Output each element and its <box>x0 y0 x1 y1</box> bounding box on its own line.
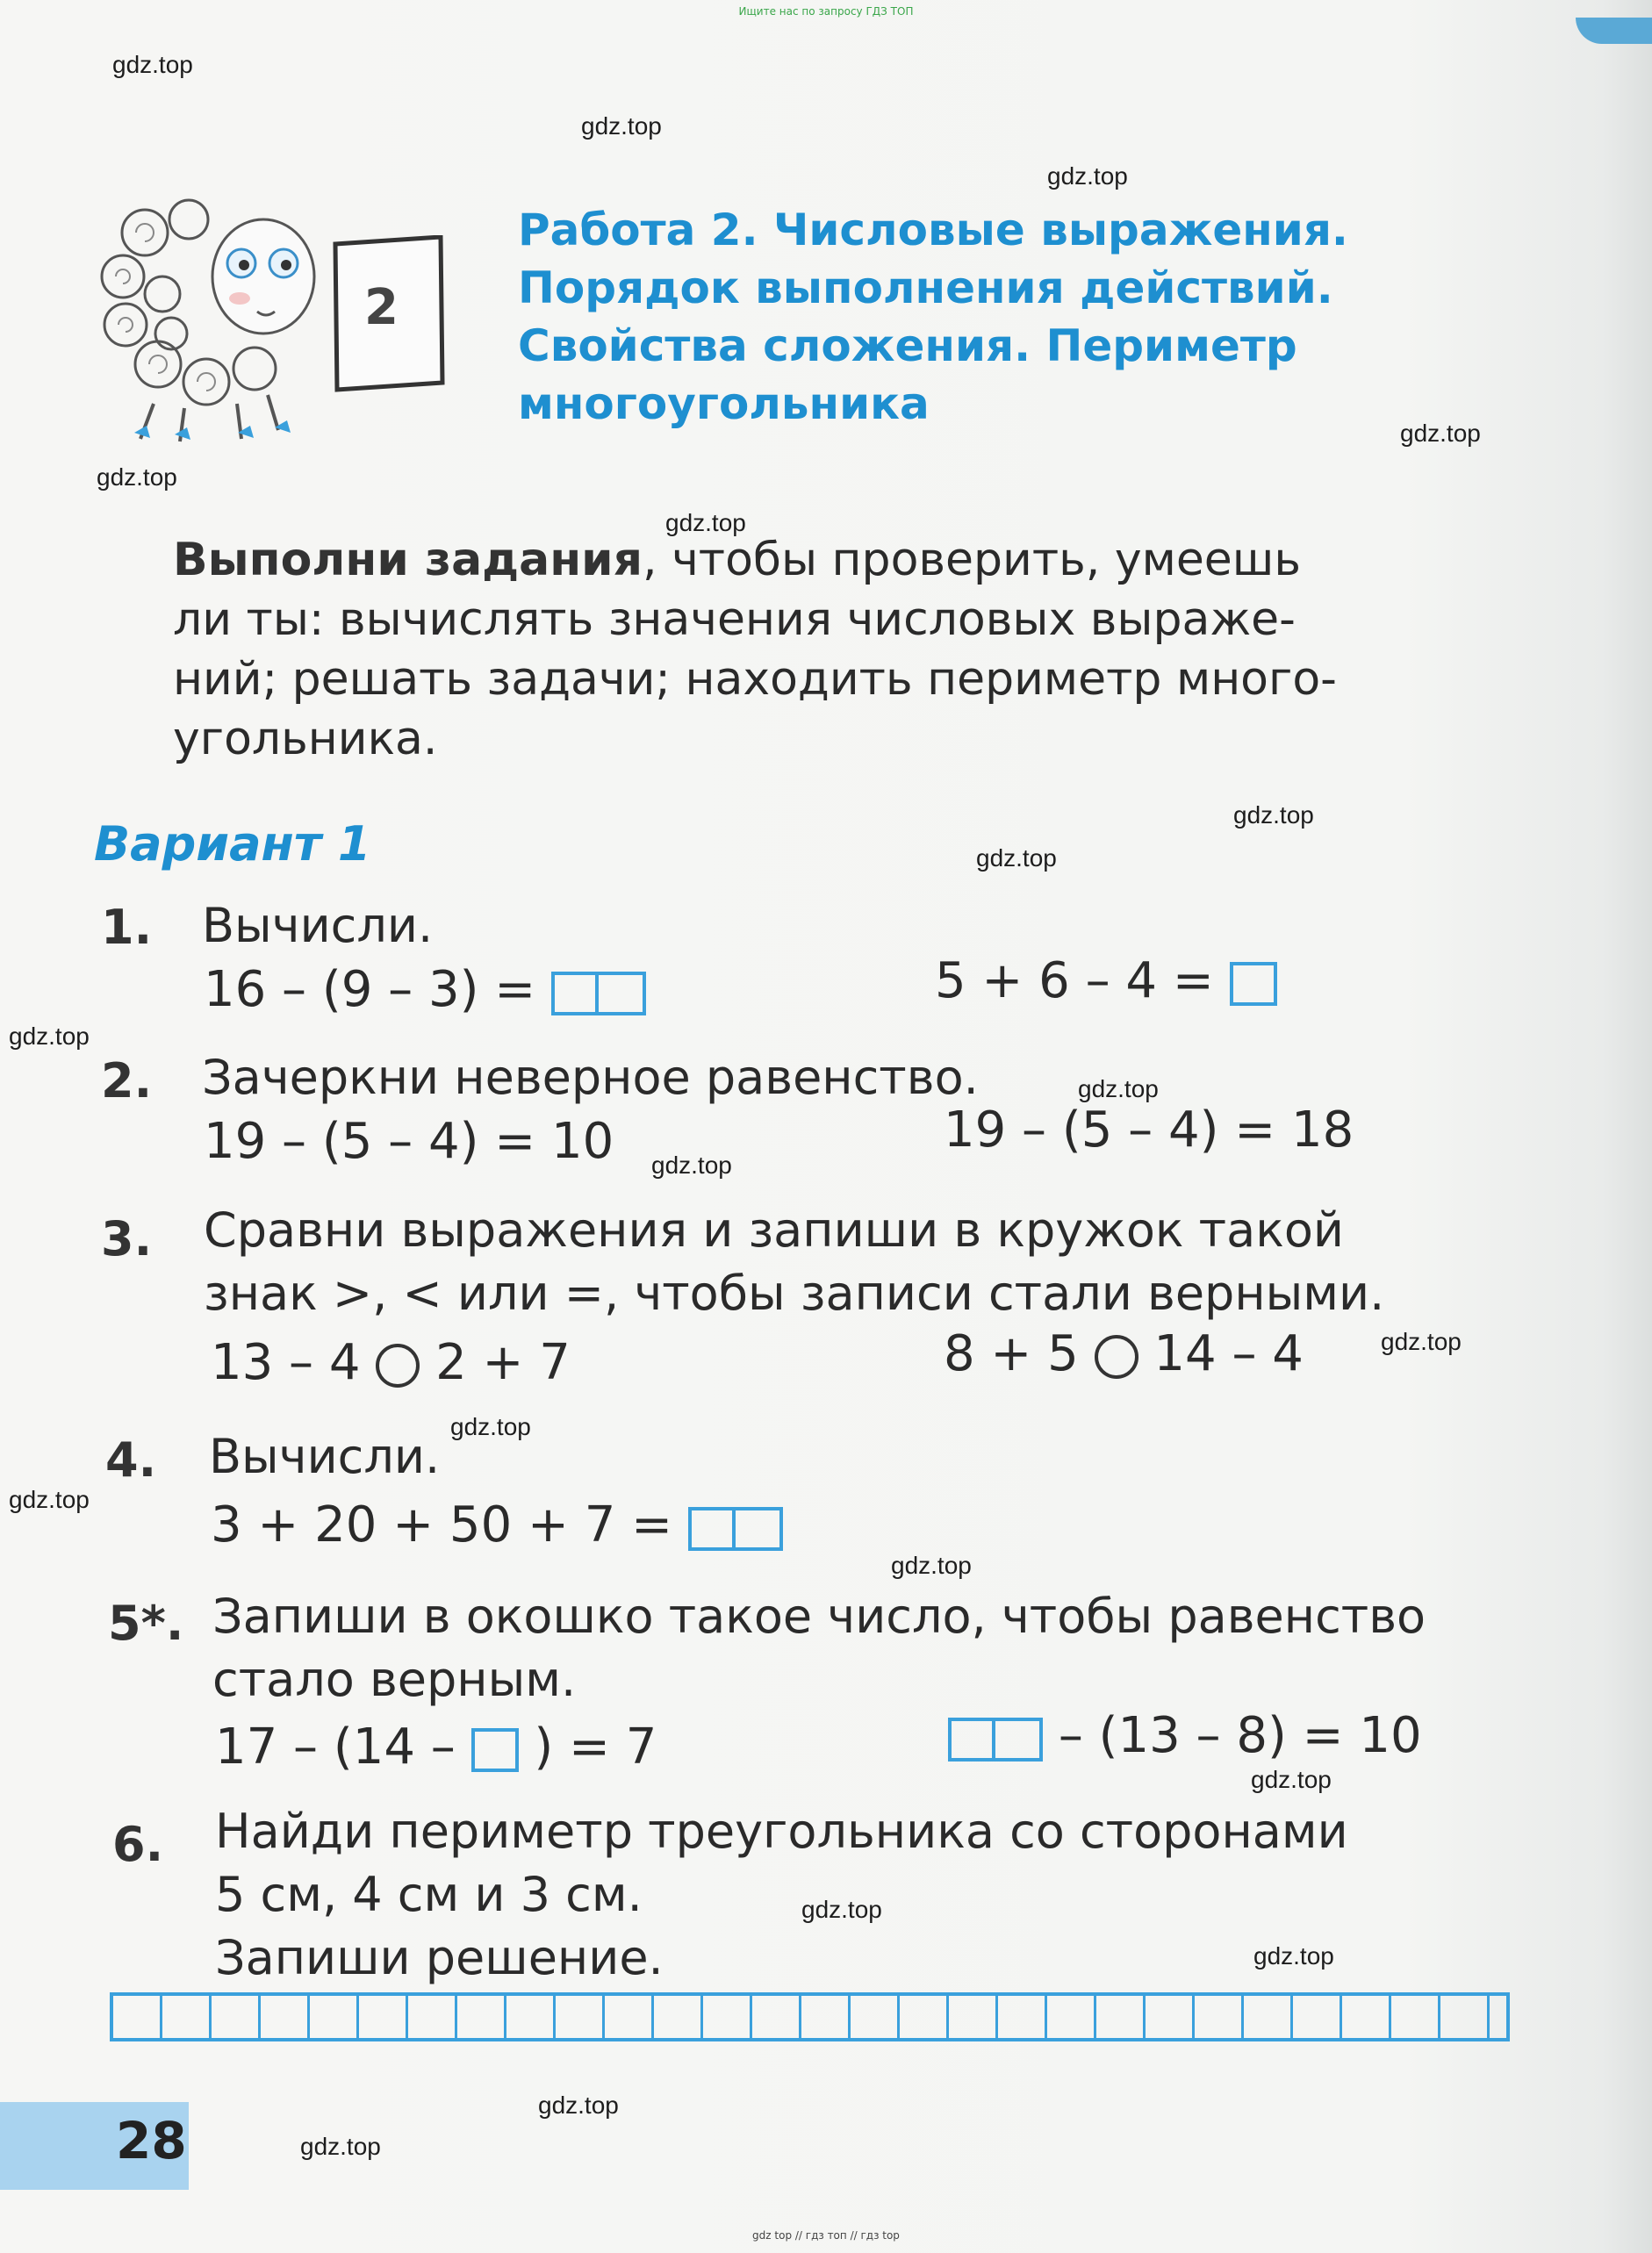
task-3-number: 3. <box>101 1211 153 1266</box>
sheep-mascot-illustration <box>83 180 347 443</box>
task-1-expr-left <box>204 961 646 1018</box>
task-3-right-expr-b: 14 – 4 <box>1153 1325 1304 1382</box>
watermark: gdz.top <box>1400 420 1481 447</box>
watermark: gdz.top <box>450 1413 531 1440</box>
page-number: 28 <box>116 2111 187 2170</box>
bottom-banner: gdz top // гдз топ // гдз top <box>752 2229 900 2242</box>
watermark: gdz.top <box>1047 162 1128 190</box>
task-5-left-expr-b: ) = 7 <box>534 1718 657 1776</box>
work-title-line-1: Работа 2. Числовые выражения. <box>518 204 1348 255</box>
watermark: gdz.top <box>9 1022 90 1050</box>
watermark: gdz.top <box>801 1896 882 1923</box>
task-5-equation-right <box>948 1707 1422 1764</box>
intro-bold-lead: Выполни задания <box>173 534 643 586</box>
variant-heading: Вариант 1 <box>94 816 371 872</box>
task-4-number: 4. <box>105 1432 157 1488</box>
watermark: gdz.top <box>1381 1328 1462 1355</box>
task-6-text-line-3: Запиши решение. <box>215 1930 664 1985</box>
intro-line-1-rest: , чтобы проверить, умеешь <box>643 534 1302 586</box>
watermark: gdz.top <box>1253 1942 1334 1970</box>
intro-line-3: ний; решать задачи; находить периметр много- <box>173 653 1337 706</box>
task-1-text: Вычисли. <box>202 898 434 953</box>
task-4-text: Вычисли. <box>209 1429 441 1484</box>
task-2-number: 2. <box>101 1053 153 1109</box>
task-1-expr-right-text: 5 + 6 – 4 = <box>935 952 1214 1009</box>
work-title-line-4: многоугольника <box>518 378 930 429</box>
answer-box-two-digit[interactable] <box>948 1717 1043 1761</box>
task-3-left-expr-b: 2 + 7 <box>435 1334 571 1391</box>
answer-box-one-digit[interactable] <box>1230 962 1277 1006</box>
task-5-equation-left <box>215 1718 657 1776</box>
watermark: gdz.top <box>665 509 746 536</box>
task-1-number: 1. <box>101 900 153 955</box>
task-4-expr-text: 3 + 20 + 50 + 7 = <box>211 1496 673 1553</box>
task-5-text-line-2: стало верным. <box>212 1652 577 1707</box>
watermark: gdz.top <box>1078 1075 1159 1102</box>
watermark: gdz.top <box>581 112 662 140</box>
page-edge-decoration <box>1576 18 1652 44</box>
task-3-text-line-1: Сравни выражения и запиши в кружок такой <box>204 1202 1344 1258</box>
task-5-number: 5*. <box>108 1596 184 1651</box>
task-2-text: Зачеркни неверное равенство. <box>202 1050 979 1105</box>
intro-line-2: ли ты: вычислять значения числовых выраже- <box>173 593 1296 646</box>
task-4-expr <box>211 1496 783 1553</box>
task-2-equation-right[interactable]: 19 – (5 – 4) = 18 <box>944 1101 1354 1159</box>
watermark: gdz.top <box>300 2133 381 2160</box>
answer-cells-row[interactable] <box>110 1992 1510 2041</box>
answer-box-one-digit[interactable] <box>471 1728 519 1772</box>
task-3-compare-right <box>944 1325 1304 1382</box>
task-5-text-line-1: Запиши в окошко такое число, чтобы равенство <box>212 1589 1426 1644</box>
watermark: gdz.top <box>9 1486 90 1513</box>
comparison-circle[interactable] <box>1095 1335 1138 1379</box>
task-3-right-expr-a: 8 + 5 <box>944 1325 1079 1382</box>
task-5-right-expr: – (13 – 8) = 10 <box>1058 1707 1422 1764</box>
watermark: gdz.top <box>112 51 193 78</box>
watermark: gdz.top <box>1233 801 1314 829</box>
top-banner: Ищите нас по запросу ГДЗ ТОП <box>738 5 914 18</box>
task-6-text-line-2: 5 см, 4 см и 3 см. <box>215 1867 643 1922</box>
watermark: gdz.top <box>651 1152 732 1179</box>
intro-line-4: угольника. <box>173 713 438 765</box>
task-2-equation-left[interactable]: 19 – (5 – 4) = 10 <box>204 1113 614 1170</box>
watermark: gdz.top <box>976 844 1057 872</box>
work-number: 2 <box>364 279 399 336</box>
watermark: gdz.top <box>891 1552 972 1579</box>
task-6-text-line-1: Найди периметр треугольника со сторонами <box>215 1804 1348 1859</box>
watermark: gdz.top <box>538 2092 619 2119</box>
work-title-line-2: Порядок выполнения действий. <box>518 262 1333 313</box>
task-1-expr-right <box>935 952 1277 1009</box>
answer-box-two-digit[interactable] <box>551 971 646 1015</box>
task-6-number: 6. <box>112 1817 164 1872</box>
task-1-expr-left-text: 16 – (9 – 3) = <box>204 961 536 1018</box>
answer-box-two-digit[interactable] <box>688 1506 783 1550</box>
comparison-circle[interactable] <box>376 1344 420 1388</box>
work-title-line-3: Свойства сложения. Периметр <box>518 320 1297 371</box>
task-3-text-line-2: знак >, < или =, чтобы записи стали верными. <box>204 1266 1385 1321</box>
intro-line-1 <box>173 530 1490 590</box>
task-3-left-expr-a: 13 – 4 <box>211 1334 361 1391</box>
task-5-left-expr-a: 17 – (14 – <box>215 1718 456 1776</box>
task-3-compare-left <box>211 1334 571 1391</box>
watermark: gdz.top <box>97 463 177 491</box>
watermark: gdz.top <box>1251 1766 1332 1793</box>
